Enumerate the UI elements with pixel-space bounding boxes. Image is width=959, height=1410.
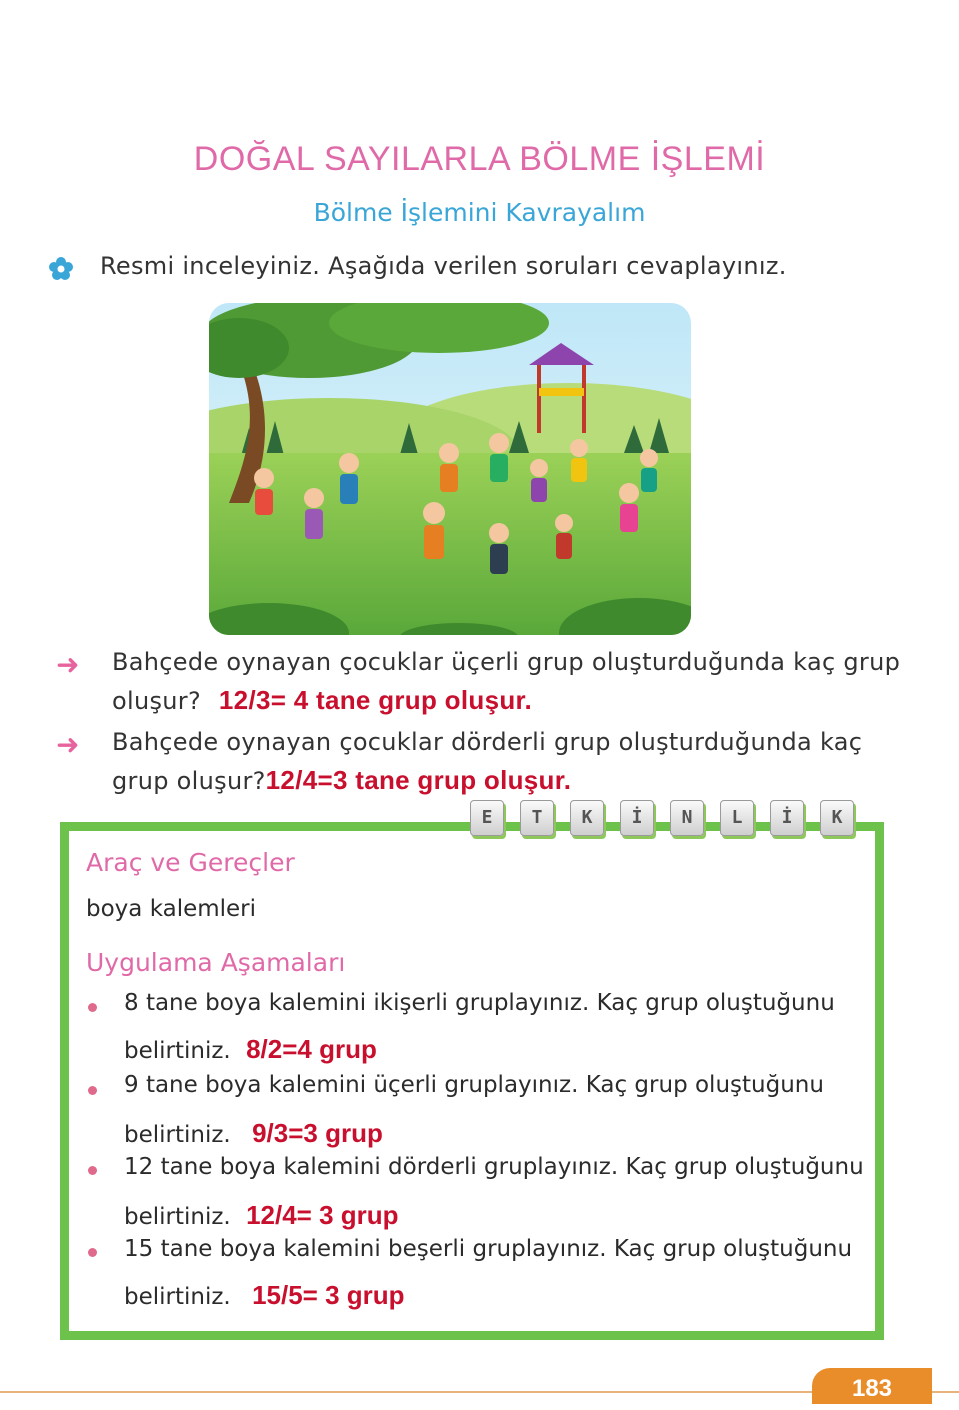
etkinlik-letter: L <box>720 800 754 836</box>
step-1-line2 <box>124 1034 377 1065</box>
step-3-line2 <box>124 1200 399 1231</box>
etkinlik-letter: İ <box>770 800 804 836</box>
question-2-text-end: grup oluşur? <box>112 767 266 795</box>
step-2-text-end: belirtiniz. <box>124 1122 231 1148</box>
etkinlik-banner <box>470 800 860 840</box>
page-number: 183 <box>812 1368 932 1404</box>
step-2-answer: 9/3=3 grup <box>252 1118 383 1148</box>
step-4-line2 <box>124 1280 405 1311</box>
step-4-line1: 15 tane boya kalemini beşerli gruplayınız. Kaç grup oluştuğunu <box>124 1236 853 1262</box>
step-3-line1: 12 tane boya kalemini dörderli gruplayınız. Kaç grup oluştuğunu <box>124 1154 864 1180</box>
step-2-line2 <box>124 1118 383 1149</box>
step-2-line1: 9 tane boya kalemini üçerli gruplayınız. Kaç grup oluştuğunu <box>124 1072 824 1098</box>
etkinlik-letter: E <box>470 800 504 836</box>
etkinlik-letter: K <box>570 800 604 836</box>
park-illustration <box>209 303 691 635</box>
flower-icon <box>48 256 74 282</box>
question-2-line1: Bahçede oynayan çocuklar dörderli grup oluşturduğunda kaç <box>112 728 863 756</box>
step-1-line1: 8 tane boya kalemini ikişerli gruplayınız. Kaç grup oluştuğunu <box>124 990 835 1016</box>
page-title: DOĞAL SAYILARLA BÖLME İŞLEMİ <box>193 140 766 178</box>
etkinlik-letter: İ <box>620 800 654 836</box>
question-1-text-end: oluşur? <box>112 687 201 715</box>
etkinlik-letter: T <box>520 800 554 836</box>
arrow-right-icon: ➜ <box>56 648 80 681</box>
page-subtitle: Bölme İşlemini Kavrayalım <box>313 198 646 227</box>
materials-text: boya kalemleri <box>86 896 257 922</box>
bullet-icon <box>88 1166 97 1175</box>
question-1-line1: Bahçede oynayan çocuklar üçerli grup oluşturduğunda kaç grup <box>112 648 901 676</box>
question-1-answer: 12/3= 4 tane grup oluşur. <box>218 685 533 715</box>
question-2-line2 <box>112 760 571 801</box>
arrow-right-icon: ➜ <box>56 728 80 761</box>
step-3-answer: 12/4= 3 grup <box>246 1200 399 1230</box>
step-4-answer: 15/5= 3 grup <box>252 1280 405 1310</box>
step-4-text-end: belirtiniz. <box>124 1284 231 1310</box>
step-3-text-end: belirtiniz. <box>124 1204 231 1230</box>
question-2-answer: 12/4=3 tane grup oluşur. <box>265 765 572 795</box>
instruction-text: Resmi inceleyiniz. Aşağıda verilen soruları cevaplayınız. <box>100 252 787 280</box>
materials-heading: Araç ve Gereçler <box>86 848 295 877</box>
question-1-line2 <box>112 680 532 721</box>
bullet-icon <box>88 1248 97 1257</box>
bullet-icon <box>88 1003 97 1012</box>
step-1-answer: 8/2=4 grup <box>246 1034 377 1064</box>
step-1-text-end: belirtiniz. <box>124 1038 231 1064</box>
etkinlik-letter: K <box>820 800 854 836</box>
bullet-icon <box>88 1086 97 1095</box>
etkinlik-letter: N <box>670 800 704 836</box>
steps-heading: Uygulama Aşamaları <box>86 948 346 977</box>
